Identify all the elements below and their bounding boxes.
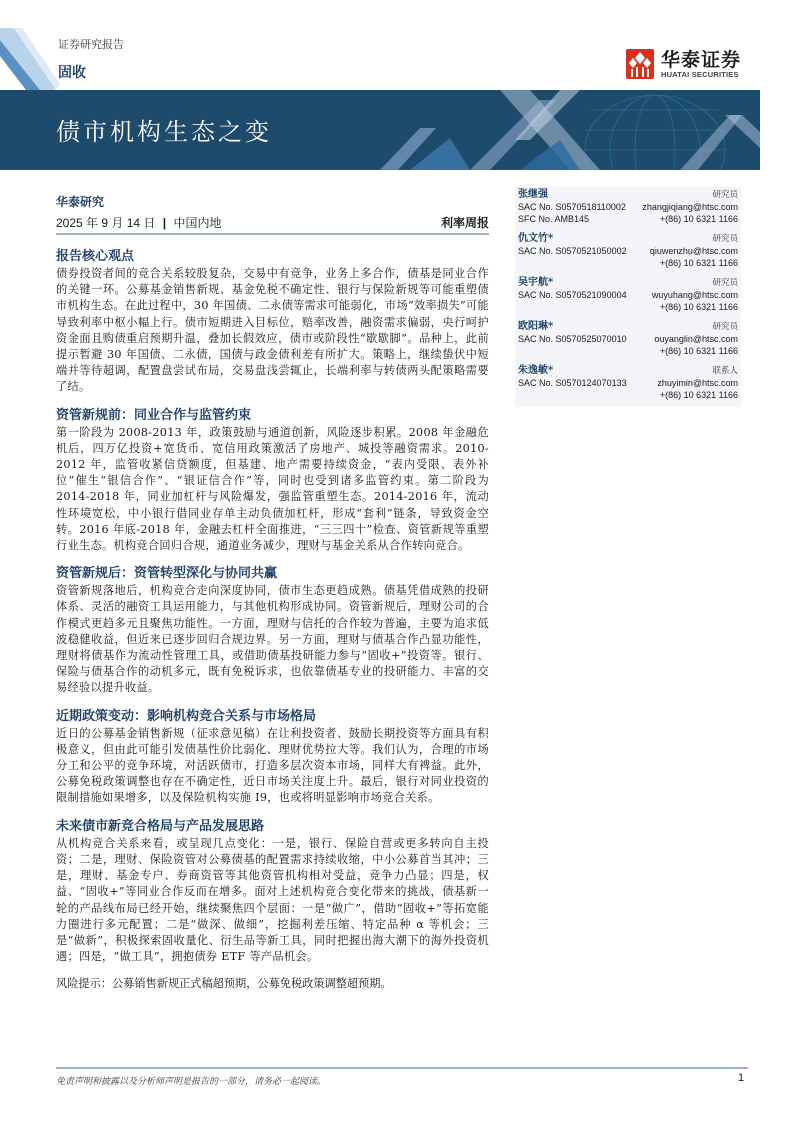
report-region: 中国内地 — [173, 216, 222, 230]
report-date: 2025 年 9 月 14 日 — [56, 216, 156, 230]
report-title: 债市机构生态之变 — [56, 118, 272, 146]
author-phone: +(86) 10 6321 1166 — [659, 302, 738, 312]
section-heading: 资管新规前：同业合作与监管约束 — [56, 407, 252, 423]
author-sac: SAC No. S0570124070133 — [518, 378, 627, 388]
author-role: 联系人 — [712, 366, 738, 376]
author-card — [515, 277, 741, 313]
author-email[interactable]: qiuwenzhu@htsc.com — [649, 246, 738, 256]
section-tag: 固收 — [58, 65, 86, 81]
author-phone: +(86) 10 6321 1166 — [659, 214, 738, 224]
author-role: 研究员 — [712, 234, 738, 244]
author-name: 吴宇航* — [518, 277, 554, 288]
meta-line — [56, 214, 489, 231]
author-sac: SAC No. S0570518110002 — [518, 202, 626, 212]
author-panel — [515, 187, 741, 407]
section-heading: 报告核心观点 — [56, 249, 135, 264]
section-heading: 近期政策变动：影响机构竞合关系与市场格局 — [56, 708, 317, 724]
author-email[interactable]: wuyuhang@htsc.com — [651, 290, 738, 300]
report-category: 利率周报 — [440, 216, 489, 230]
author-phone: +(86) 10 6321 1166 — [659, 346, 738, 356]
author-role: 研究员 — [712, 190, 738, 200]
section-heading: 资管新规后：资管转型深化与协同共赢 — [56, 566, 278, 582]
logo-name-en: HUATAI SECURITIES — [661, 69, 739, 79]
footer-disclaimer: 免责声明和披露以及分析师声明是报告的一部分，请务必一起阅读。 — [56, 1077, 327, 1087]
author-sac: SAC No. S0570521090004 — [518, 290, 627, 300]
report-body — [56, 248, 489, 992]
meta-divider — [56, 233, 489, 235]
corner-decoration — [0, 28, 60, 90]
section-paragraph: 从机构竞合关系来看，或呈现几点变化：一是，银行、保险自营或更多转向自主投资；二是，理财、保险资管对公募债基的配置需求持续收缩，中小公募首当其冲；三是，理财、基金专户、券商资管等其他资管机构相对受益，竞争力凸显；四是，权益、“固收+”等同业合作反而在增多。面对上述机构竞合变化带来的挑战，债基新一轮的产品线布局已经开始，继续聚焦四个层面：一是“做广”，借助“固收+”等拓宽能力圈进行多元配置；二是“做深、做细”，挖掘利差压缩、特定品种 α 等机会；三是“做新”，积极探索固收量化、衍生品等新工具，同时把握出海大潮下的海外投资机遇；四是，“做工具”，拥抱债券 ETF 等产品机会。 — [56, 836, 489, 964]
section-paragraph: 近日的公募基金销售新规（征求意见稿）在让利投资者、鼓励长期投资等方面具有积极意义，但由此可能引发债基性价比弱化、理财优势拉大等。我们认为，合理的市场分工和公平的竞争环境，对活跃债市，打造多层次资本市场，同样大有裨益。此外，公募免税政策调整也存在不确定性，近日市场关注度上升。最后，银行对同业投资的限制措施如果增多，以及保险机构实施 I9，也或将明显影响市场竞合关系。 — [56, 726, 489, 805]
author-card — [515, 365, 741, 401]
author-card — [515, 233, 741, 269]
author-phone: +(86) 10 6321 1166 — [659, 390, 738, 400]
author-sfc: SFC No. AMB145 — [518, 214, 590, 224]
author-email[interactable]: zhangjiqiang@htsc.com — [642, 202, 738, 212]
section-paragraph: 资管新规落地后，机构竞合走向深度协同，债市生态更趋成熟。债基凭借成熟的投研体系、灵活的融资工具运用能力，与其他机构形成协同。资管新规后，理财公司的合作模式更趋多元且聚焦功能性。一方面，理财与信托的合作较为普遍，主要为追求低波稳健收益，但近来已逐步回归合规边界。另一方面，理财与债基合作凸显功能性，理财将债基作为流动性管理工具，或借助债基投研能力参与“固收+”投资等。银行、保险与债基合作的动机多元，既有免税诉求，也依靠债基专业的投研能力、丰富的交易经验以提升收益。 — [56, 584, 489, 695]
author-sac: SAC No. S0570525070010 — [518, 334, 627, 344]
author-sac: SAC No. S0570521050002 — [518, 246, 627, 256]
author-name: 仇文竹* — [518, 233, 554, 244]
section-paragraph: 第一阶段为 2008-2013 年，政策鼓励与通道创新，风险逐步积累。2008 年金融危机后，四万亿投资+宽货币、宽信用政策激活了房地产、城投等融资需求。2010-2012 年，监管收紧信贷额度，但基建、地产需要持续资金，“表内受限、表外补位”催生“银信合作”、“银证信合作”等，同时也受到诸多监管约束。第二阶段为 2014-2018 年，同业加杠杆与风险爆发，强监管重塑生态。2014-2016 年，流动性环境宽松，中小银行借同业存单主动负债加杠杆，形成“套利”链条，导致资金空转。2016 年底-2018 年，金融去杠杆全面推进，“三三四十”检查、资管新规等重塑行业生态。机构竞合回归合规，通道业务减少，理财与基金关系从合作转向竞合。 — [56, 425, 489, 553]
author-name: 朱逸敏* — [518, 365, 554, 376]
banner-graphic — [380, 90, 760, 170]
section-paragraph: 债券投资者间的竞合关系较股复杂，交易中有竞争，业务上多合作，债基是同业合作的关键一环。公募基金销售新规、基金免税不确定性、银行与保险新规等可能重塑债市机构生态。在此过程中，30 年国债、二永债等需求可能弱化，市场“效率损失”可能导致利率中枢小幅上行。债市短期进入目标位，赔率改善，融资需求偏弱，央行呵护资金面且购债重启预期升温，叠加长假效应，债市或阶段性“歇歇脚”。品种上，此前提示暂避 30 年国债、二永债，国债与政金债利差有所扩大。策略上，继续蛰伏中短端并等待超调，配置盘尝试布局，交易盘浅尝辄止，长端利率与转债两头配策略需要了结。 — [56, 267, 489, 394]
author-card — [515, 321, 741, 357]
research-org: 华泰研究 — [56, 195, 105, 209]
author-phone: +(86) 10 6321 1166 — [659, 258, 738, 268]
section-heading: 未来债市新竞合格局与产品发展思路 — [56, 818, 265, 834]
author-email[interactable]: zhuyimin@htsc.com — [657, 378, 738, 388]
huatai-logo — [626, 49, 741, 79]
page-number: 1 — [738, 1072, 745, 1084]
author-email[interactable]: ouyanglin@htsc.com — [654, 334, 738, 344]
author-role: 研究员 — [712, 322, 738, 332]
author-card — [515, 189, 741, 225]
huatai-logo-icon — [626, 49, 654, 79]
author-name: 张继强 — [518, 189, 548, 200]
report-type-label: 证券研究报告 — [58, 38, 124, 51]
logo-name-cn: 华泰证券 — [661, 48, 742, 71]
meta-separator: | — [162, 216, 167, 230]
footer-divider — [56, 1067, 748, 1069]
title-banner — [0, 90, 760, 170]
author-name: 欧阳琳* — [518, 321, 554, 332]
author-role: 研究员 — [712, 278, 738, 288]
risk-note: 风险提示：公募销售新规正式稿超预期，公募免税政策调整超预期。 — [56, 977, 392, 991]
